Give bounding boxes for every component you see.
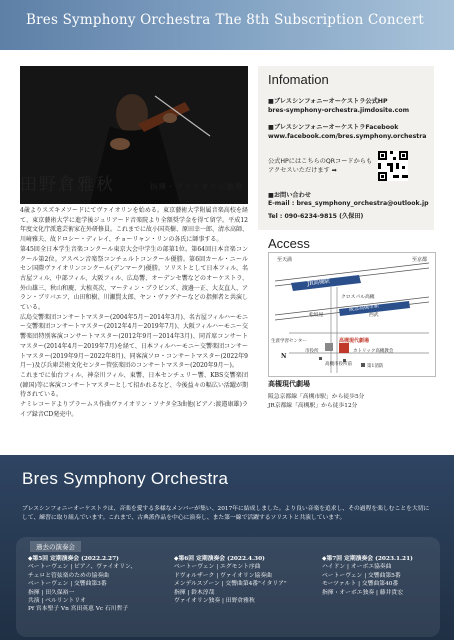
contact-label: ■お問い合わせ [268, 192, 311, 199]
contact-tel: Tel : 090-6234-9815 (久保田) [268, 213, 364, 220]
bio-paragraph: 第45回全日本学生音楽コンクール東京大会中学生の部第1位。第64回日本音楽コンクール第2位。アスペン音楽祭コンチェルトコンクール優勝。第6回カール・ニールセン国際ヴァイオリンコンクール(デンマーク)優勝。ソリストとして日本フィル、名古屋フィル、中部フィル、大阪フィル、広島響、オーデンセ響などのオーケストラ、外山雄三、秋山和慶、大植英次、マーティン・ブラビンズ、渡邊一正、大友直人、アラン・ブリバエフ、山田和樹、川瀬賢太郎、ヤン・ヴァグナーなどの指揮者と共演している。 [20, 245, 248, 312]
map-label-jr: JR高槻駅 [306, 278, 331, 288]
map-label-center: 生涯学習センター [271, 339, 307, 344]
concert-line: モーツァルト | 交響曲第40番 [322, 581, 399, 588]
map-label-seiyu: 西武 [369, 313, 379, 318]
soloist-role: 指揮・ヴァイオリン独奏 [150, 182, 244, 191]
concert-line: ヴァイオリン独奏 | 田野倉雅秋 [174, 598, 255, 605]
past-concerts-label: 過去の演奏会 [30, 541, 81, 552]
concert-line: ベートーヴェン | 交響曲第5番 [322, 572, 401, 579]
concert-line: 指揮 | 鈴木淳哉 [174, 589, 215, 596]
concert-line: チェロと管弦楽のための協奏曲 [28, 572, 109, 579]
map-label-fire: 第1消防 [367, 364, 384, 369]
map-label-hankyu: 阪急高槻市駅 [348, 303, 380, 313]
bio-paragraph: ナミレコードよりブラームス作曲ヴァイオリン・ソナタ全3曲他(ピアノ:渡邉康雄)ライブ録音CD発売中。 [20, 401, 248, 418]
qr-note-2: アクセスいただけます ➡ [268, 167, 337, 174]
concert-line: 共演 | ベルリントリオ [28, 598, 86, 605]
concert-line: 指揮 | 田久保裕一 [28, 589, 75, 596]
orchestra-intro: ブレスシンフォニーオーケストラは、音楽を愛する多様なメンバーが集い、2017年に結成しました。より良い音楽を追求し、その過程を楽しむことを大切にして、練習に取り組んでいます。これまで、古典派作品を中心に演奏し、また第一線で活躍するソリストと共演しています。 [22, 506, 430, 521]
concert-title: ◆第5回 定期演奏会 (2022.2.27) [28, 556, 119, 562]
concert-title: The 8th Subscription Concert [215, 12, 424, 28]
concert-line: ベートーヴェン | エグモント序曲 [174, 564, 261, 571]
concert-line: Pf 宮本聖子 Vn 宮田英恵 Vc 石川哲子 [28, 606, 129, 613]
map-label-kyoto: 至京都 [411, 257, 427, 263]
soloist-bio [20, 206, 248, 419]
map-label-cityhall: 市役所 [305, 349, 319, 354]
soloist-name: 田野倉雅秋 [20, 175, 115, 195]
concert-7 [322, 555, 440, 597]
map-label-tenma: 至天満 [277, 257, 293, 263]
orchestra-section-title: Bres Symphony Orchestra [22, 469, 229, 488]
facebook-url[interactable]: www.facebook.com/bres.symphony.orchestra [268, 133, 427, 140]
access-title: Access [268, 236, 310, 251]
map-label-crossport: クロスパル高槻 [341, 295, 375, 300]
concert-line: 指揮・オーボエ独奏 | 藤井貴宏 [322, 589, 403, 596]
qr-code-icon[interactable] [378, 151, 408, 181]
map-label-hall: 高槻現代劇場 [339, 338, 370, 344]
north-arrow-icon: N [281, 353, 287, 360]
qr-note-1: 公式HPにはこちらのQRコードからも [268, 158, 373, 165]
map-label-matsuzaka: 松坂屋 [309, 313, 324, 318]
map-label-church: 高槻市役所前 [325, 362, 352, 367]
bio-paragraph: 4歳よりスズキメソードにてヴァイオリンを始める。東京藝術大学附属音楽高校を経て、東京藝術大学に進学後ジュリアード音楽院より全額奨学金を得て留学。平成12年度文化庁派遣芸術家在外研修員。これまでに故小国英樹、原田幸一郎、清水高師、川﨑雅夫、故ドロシー・ディレイ、チョーリャン・リンの各氏に師事する。 [20, 207, 249, 244]
concert-line: ハイドン | オーボエ協奏曲 [322, 564, 392, 571]
venue-name: 高槻現代劇場 [268, 379, 310, 388]
venue-access-jr: JR京都線「高槻駅」から徒歩12分 [268, 403, 358, 409]
concert-line: ドヴォルザーク | ヴァイオリン協奏曲 [174, 572, 272, 579]
hp-url[interactable]: bres-symphony-orchestra.jimdosite.com [268, 107, 410, 114]
information-box [258, 66, 434, 230]
map-label-catholic: カトリック高槻教会 [353, 349, 394, 354]
bio-paragraph: 広島交響楽団コンサートマスター(2004年5月〜2014年3月)、名古屋フィルハーモニー交響楽団コンサートマスター(2012年4月〜2019年7月)、大阪フィルハーモニー交響楽団特別客演コンサートマスター(2012年9月〜2014年3月)、同首席コンサートマスター(2014年4月〜2019年7月)を経て、日本フィルハーモニー交響楽団コンサートマスター(2019年9月〜2022年8月)、同客演ソロ・コンサートマスター(2022年9月〜)及び兵庫芸術文化センター管弦楽団のコンサートマスター(2020年9月〜)。 [20, 313, 248, 370]
concert-title: ◆第6回 定期演奏会 (2022.4.30) [174, 556, 265, 562]
contact-email[interactable]: E-mail : bres_symphony_orchestra@outlook.jp [268, 200, 429, 207]
venue-access-hankyu: 阪急京都線「高槻市駅」から徒歩5分 [268, 394, 365, 400]
header-banner [0, 0, 454, 50]
info-title: Infomation [268, 72, 329, 87]
concert-line: ベートーヴェン | 交響曲第3番 [28, 581, 107, 588]
bio-paragraph: これまでに仙台フィル、神奈川フィル、東響、日本センチュリー響、KBS交響楽団(韓国)等に客演コンサートマスターとして招かれるなど、今後益々の幅広い活躍が期待されている。 [20, 371, 248, 399]
concert-title: ◆第7回 定期演奏会 (2023.1.21) [322, 556, 413, 562]
hp-label: ■ブレスシンフォニーオーケストラ公式HP [268, 98, 388, 105]
concert-6 [174, 555, 309, 605]
orchestra-section [0, 455, 454, 640]
access-map [268, 252, 436, 377]
concert-5 [28, 555, 158, 614]
orchestra-name: Bres Symphony Orchestra [26, 12, 211, 28]
concert-line: ベートーヴェン | ピアノ、ヴァイオリン、 [28, 564, 137, 571]
concert-line: メンデルスゾーン | 交響曲第4番"イタリア" [174, 581, 287, 588]
facebook-label: ■ブレスシンフォニーオーケストラFacebook [268, 124, 399, 131]
